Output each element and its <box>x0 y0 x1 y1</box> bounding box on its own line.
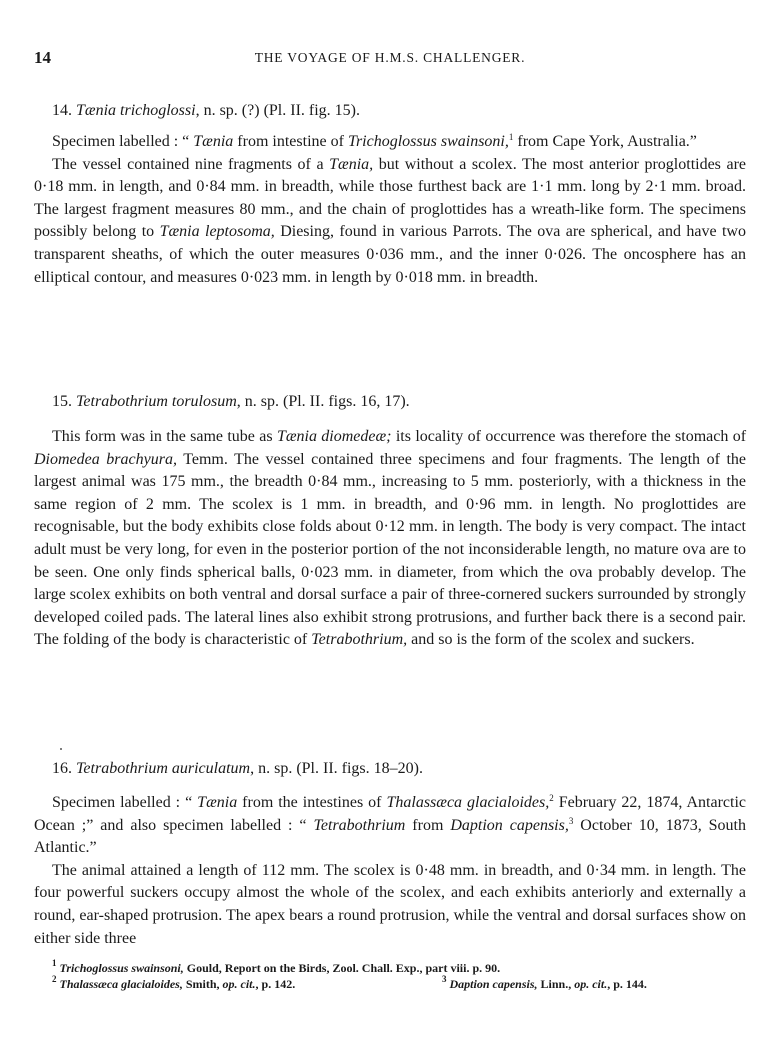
section-body-16 <box>34 792 746 950</box>
paragraph <box>34 426 746 652</box>
italic-term: Tænia <box>193 133 234 150</box>
page-number: 14 <box>34 48 51 67</box>
section-heading-14: 14. Tænia trichoglossi, n. sp. (?) (Pl. II. fig. 15). <box>52 102 360 119</box>
footnote-1: $^1$ Trichoglossus swainsoni, Gould, Report on the Birds, Zool. Chall. Exp., part viii. p. 90. <box>52 958 501 975</box>
text-run: Specimen labelled : “ <box>52 133 194 150</box>
section-body-15 <box>34 426 746 652</box>
text-run: October 10, 1873, South Atlantic.” <box>34 816 747 857</box>
italic-term: Tænia, <box>329 155 374 173</box>
footnote-ref: 3 <box>568 815 574 826</box>
section-heading-15: 15. Tetrabothrium torulosum, n. sp. (Pl. II. figs. 16, 17). <box>52 393 410 410</box>
text-run: Specimen labelled : “ <box>52 794 198 811</box>
italic-term: Trichoglossus swainsoni, <box>347 133 509 150</box>
footnotes <box>52 960 752 992</box>
running-title: THE VOYAGE OF H.M.S. CHALLENGER. <box>254 50 526 65</box>
footnote-row-2 <box>52 976 752 992</box>
italic-term: Tænia diomedeæ; <box>276 428 392 445</box>
italic-term: Tænia leptosoma, <box>159 223 275 241</box>
text-run: but without a scolex. The most anterior proglottides are 0·18 mm. in length, and 0·84 mm. in breadth, while those furthest back are 1·1 mm. long by 2·1 mm. broad. The largest fragment measures 80 mm., and the chain of proglottides has a wreath-like form. The specimens possibly belong to <box>34 155 747 241</box>
italic-term: Daption capensis, <box>450 816 569 834</box>
species-name: Tetrabothrium torulosum <box>76 393 237 410</box>
text-run: This form was in the same tube as <box>52 428 277 445</box>
paragraph <box>34 860 746 950</box>
text-run: from the intestines of <box>237 794 387 811</box>
section-heading-16: 16. Tetrabothrium auriculatum, n. sp. (Pl. II. figs. 18–20). <box>52 760 423 777</box>
italic-term: Tetrabothrium <box>313 816 406 834</box>
footnote-ref: 2 <box>549 793 554 803</box>
text-run: The animal attained a length of 112 mm. The scolex is 0·48 mm. in breadth, and 0·34 mm. in length. The four powerful suckers occupy almost the whole of the scolex, and each exhibits anteriorly and externally a round, ear-shaped protrusion. The apex bears a round protrusion, while the ventral and dorsal surfaces show on either side three <box>34 861 746 947</box>
paragraph <box>34 131 746 154</box>
footnote-3: $^3$ Daption capensis, Linn., op. cit., p. 144. <box>442 974 647 991</box>
text-run: The vessel contained nine fragments of a <box>52 155 330 173</box>
text-run: Diesing, found in various Parrots. The ova are spherical, and have two transparent sheaths, of which the outer measures 0·036 mm., and the inner 0·026. The oncosphere has an elliptical contour, and measures 0·023 mm. in length by 0·018 mm. in breadth. <box>34 223 746 286</box>
text-run: Temm. The vessel contained three specimens and four fragments. The length of the largest animal was 175 mm., the breadth 0·84 mm., increasing to 5 mm. posteriorly, with a thickness in the same region of 2 mm. The scolex is 1 mm. in breadth, and 0·96 mm. in length. No proglottides are recognisable, but the body exhibits close folds about 0·12 mm. in length. The body is very compact. The intact adult must be very long, for even in the posterior portion of the not inconsiderable length, no mature ova are to be seen. One only finds spherical balls, 0·023 mm. in diameter, from which the ova probably develop. The large scolex exhibits on both ventral and dorsal surface a pair of three-cornered suckers surrounded by strongly developed coiled pads. The lateral lines also exhibit strong protrusions, and further back there is a second pair. The folding of the body is characteristic of <box>34 450 746 649</box>
italic-term: Thalassæca glacialoides, <box>386 794 550 811</box>
text-run: from Cape York, Australia.” <box>513 133 697 150</box>
footnote-2: $^2$ Thalassæca glacialoides, Smith, op. cit., p. 142. <box>52 974 296 991</box>
paragraph <box>34 154 746 290</box>
print-speck <box>60 748 62 750</box>
species-name: Tetrabothrium auriculatum <box>76 760 251 777</box>
section-body-14 <box>34 131 746 289</box>
text-run: and so is the form of the scolex and suckers. <box>407 631 695 649</box>
running-head <box>34 48 746 70</box>
species-name: Tænia trichoglossi <box>76 102 196 119</box>
text-run: from <box>405 816 451 834</box>
text-run: February 22, 1874, Antarctic Ocean ;” and also specimen labelled : “ <box>34 794 747 834</box>
text-run: from intestine of <box>233 133 348 150</box>
italic-term: Diomedea brachyura, <box>34 450 177 468</box>
text-run: its locality of occurrence was therefore the stomach of <box>391 428 747 445</box>
italic-term: Tetrabothrium, <box>311 631 408 649</box>
italic-term: Tænia <box>197 794 238 811</box>
footnote-ref: 1 <box>508 132 514 142</box>
paragraph <box>34 792 746 860</box>
